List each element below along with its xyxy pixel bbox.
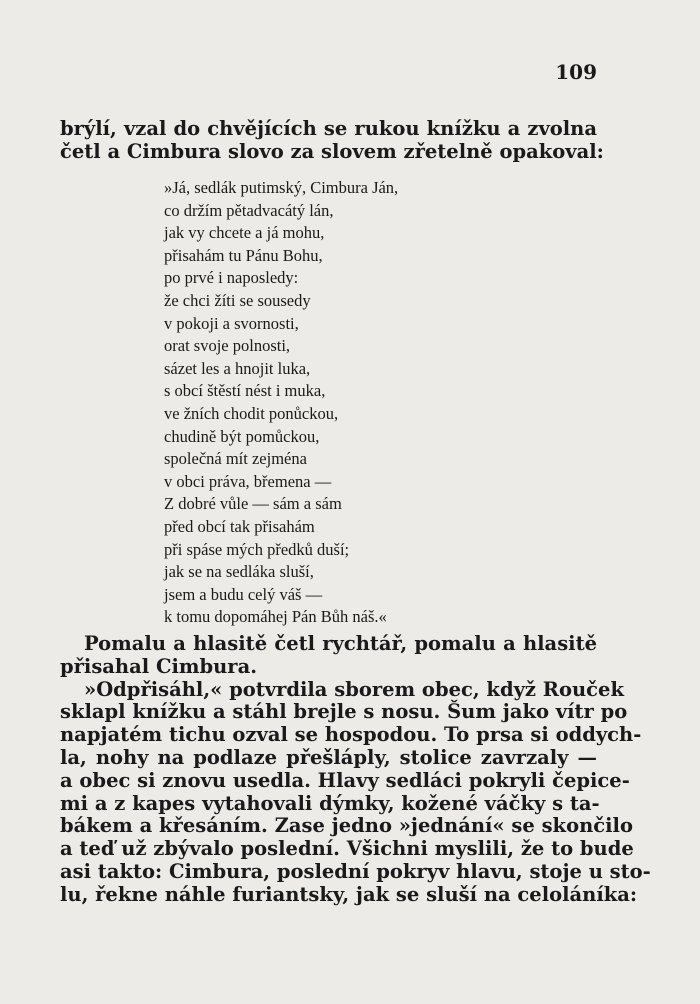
- poem-line: jsem a budu celý váš —: [164, 584, 323, 604]
- oath-poem: [164, 177, 398, 629]
- text-line: přisahal Cimbura.: [60, 654, 258, 678]
- poem-line: s obcí štěstí nést i muka,: [164, 381, 326, 401]
- paragraph: [60, 633, 597, 679]
- text-line: bákem a křesáním. Zase jedno »jednání« se skončilo: [60, 814, 633, 838]
- text-line: mi a z kapes vytahovali dýmky, kožené váčky s ta-: [60, 791, 600, 815]
- poem-line: Z dobré vůle — sám a sám: [164, 494, 342, 514]
- poem-line: v pokoji a svornosti,: [164, 313, 299, 333]
- poem-line: přisahám tu Pánu Bohu,: [164, 245, 323, 265]
- text-line: a obec si znovu usedla. Hlavy sedláci pokryli čepice-: [60, 768, 630, 792]
- paragraph: [60, 677, 651, 907]
- poem-line: po prvé i naposledy:: [164, 268, 299, 288]
- page-number: 109: [555, 60, 597, 84]
- intro-paragraph: [60, 117, 604, 164]
- text-line: la, nohy na podlaze přešláply, stolice zavrzaly —: [60, 745, 597, 769]
- text-line: a teď už zbývalo poslední. Všichni myslili, že to bude: [60, 837, 634, 861]
- poem-line: v obci práva, břemena —: [164, 471, 332, 491]
- poem-line: »Já, sedlák putimský, Cimbura Ján,: [164, 178, 399, 197]
- poem-line: ve žních chodit ponůckou,: [164, 403, 339, 423]
- poem-line: při spáse mých předků duší;: [164, 539, 350, 559]
- poem-line: společná mít zejména: [164, 449, 307, 469]
- text-line: asi takto: Cimbura, poslední pokryv hlavu, stoje u sto-: [60, 859, 651, 883]
- text-line: Pomalu a hlasitě četl rychtář, pomalu a hlasitě: [84, 632, 597, 655]
- poem-line: sázet les a hnojit luka,: [164, 358, 311, 378]
- poem-line: že chci žíti se sousedy: [164, 290, 311, 310]
- text-line: »Odpřisáhl,« potvrdila sborem obec, když Rouček: [84, 677, 624, 701]
- text-line: sklapl knížku a stáhl brejle s nosu. Šum jako vítr po: [60, 700, 628, 724]
- text-line: brýlí, vzal do chvějících se rukou knížku a zvolna: [60, 117, 597, 140]
- poem-line: orat svoje polnosti,: [164, 336, 291, 356]
- poem-line: chudině být pomůckou,: [164, 426, 320, 446]
- poem-line: k tomu dopomáhej Pán Bůh náš.«: [164, 607, 387, 627]
- poem-line: před obcí tak přisahám: [164, 516, 315, 536]
- text-line: napjatém tichu ozval se hospodou. To prsa si oddych-: [60, 723, 642, 747]
- poem-line: co držím pětadvacátý lán,: [164, 200, 334, 220]
- text-line: četl a Cimbura slovo za slovem zřetelně opakoval:: [60, 139, 604, 163]
- text-line: lu, řekne náhle furiantsky, jak se sluší na celoláníka:: [60, 882, 638, 906]
- closing-text: [60, 632, 651, 907]
- poem-line: jak se na sedláka sluší,: [164, 562, 314, 582]
- poem-line: jak vy chcete a já mohu,: [164, 223, 325, 243]
